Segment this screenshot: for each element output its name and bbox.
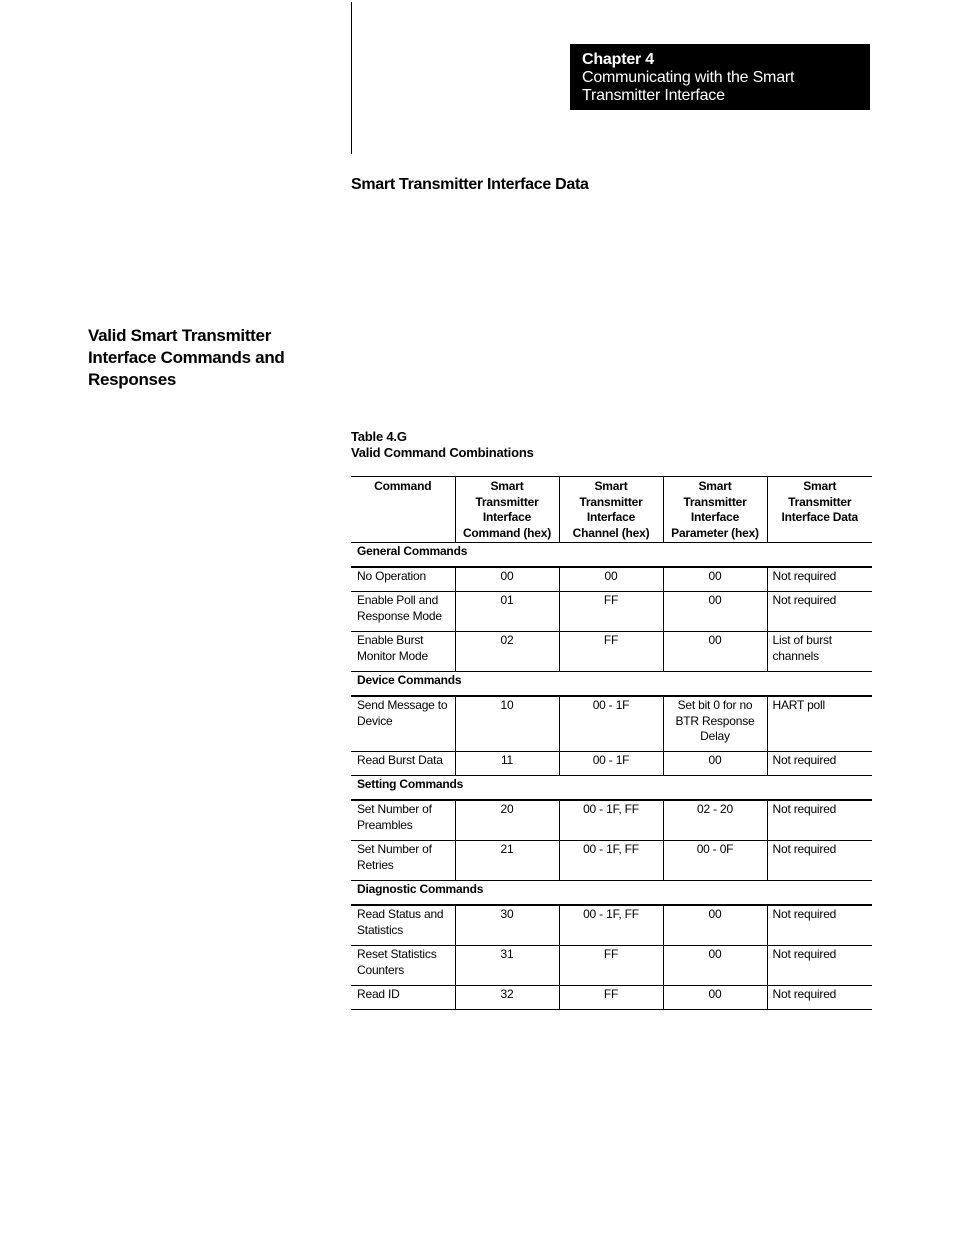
parameter-cell: 00: [663, 946, 767, 986]
column-header-data-label: Smart Transmitter Interface Data: [781, 479, 859, 524]
parameter-cell: 00: [663, 632, 767, 672]
data-cell: Not required: [767, 567, 872, 592]
group-label: Setting Commands: [351, 776, 872, 801]
channel-cell: 00 - 1F, FF: [559, 905, 663, 946]
column-header-parameter-label: Smart Transmitter Interface Parameter (hex): [671, 479, 759, 540]
chapter-title-line-2: Transmitter Interface: [582, 87, 725, 104]
parameter-cell-text: Set bit 0 for no BTR Response Delay: [675, 698, 755, 743]
data-cell: HART poll: [767, 696, 872, 752]
command-hex-cell: 31: [455, 946, 559, 986]
command-hex-cell: 32: [455, 986, 559, 1010]
column-header-command-hex-label: Smart Transmitter Interface Command (hex): [462, 479, 552, 540]
column-header-channel: [559, 477, 663, 543]
chapter-header: [570, 44, 870, 110]
command-cell: Set Number of Preambles: [351, 800, 455, 841]
channel-cell: FF: [559, 986, 663, 1010]
column-header-data: [767, 477, 872, 543]
channel-cell: 00 - 1F: [559, 696, 663, 752]
channel-cell: 00 - 1F, FF: [559, 841, 663, 881]
command-cell: Read Burst Data: [351, 752, 455, 776]
command-hex-cell: 00: [455, 567, 559, 592]
data-cell: Not required: [767, 752, 872, 776]
table-row: [351, 696, 872, 752]
group-label: General Commands: [351, 543, 872, 568]
data-cell: Not required: [767, 905, 872, 946]
parameter-cell: 00: [663, 986, 767, 1010]
table-row: [351, 567, 872, 592]
command-hex-cell: 10: [455, 696, 559, 752]
side-heading-line-1: Valid Smart Transmitter: [88, 326, 272, 345]
parameter-cell: 00: [663, 592, 767, 632]
command-cell: Read ID: [351, 986, 455, 1010]
command-hex-cell: 11: [455, 752, 559, 776]
table-row: [351, 632, 872, 672]
chapter-number: Chapter 4: [582, 51, 654, 68]
side-heading-line-2: Interface Commands and: [88, 348, 285, 367]
command-hex-cell: 02: [455, 632, 559, 672]
channel-cell: 00: [559, 567, 663, 592]
column-header-parameter: [663, 477, 767, 543]
command-hex-cell: 30: [455, 905, 559, 946]
parameter-cell: 00: [663, 752, 767, 776]
channel-cell: FF: [559, 946, 663, 986]
table-header-row: [351, 477, 872, 543]
command-cell: Set Number of Retries: [351, 841, 455, 881]
table-row: [351, 905, 872, 946]
command-cell: Enable Poll and Response Mode: [351, 592, 455, 632]
table-row: [351, 592, 872, 632]
group-row: [351, 881, 872, 906]
data-cell: Not required: [767, 592, 872, 632]
channel-cell: FF: [559, 632, 663, 672]
command-cell: Enable Burst Monitor Mode: [351, 632, 455, 672]
parameter-cell: 00: [663, 905, 767, 946]
channel-cell: FF: [559, 592, 663, 632]
table-row: [351, 946, 872, 986]
parameter-cell: 00: [663, 567, 767, 592]
channel-cell: 00 - 1F: [559, 752, 663, 776]
command-cell: No Operation: [351, 567, 455, 592]
table-caption: [351, 429, 534, 461]
chapter-title-line-1: Communicating with the Smart: [582, 69, 795, 86]
command-hex-cell: 20: [455, 800, 559, 841]
table-title: Valid Command Combinations: [351, 445, 534, 460]
table-row: [351, 986, 872, 1010]
table-row: [351, 752, 872, 776]
data-cell: Not required: [767, 986, 872, 1010]
column-header-channel-label: Smart Transmitter Interface Channel (hex): [572, 479, 650, 540]
command-hex-cell: 21: [455, 841, 559, 881]
command-cell: Send Message to Device: [351, 696, 455, 752]
group-label: Device Commands: [351, 672, 872, 697]
table-number: Table 4.G: [351, 429, 407, 444]
margin-rule: [351, 2, 352, 154]
data-cell: Not required: [767, 946, 872, 986]
side-heading-line-3: Responses: [88, 370, 177, 389]
command-hex-cell: 01: [455, 592, 559, 632]
group-row: [351, 672, 872, 697]
parameter-cell: [663, 696, 767, 752]
column-header-command-hex: [455, 477, 559, 543]
group-label: Diagnostic Commands: [351, 881, 872, 906]
command-cell: Read Status and Statistics: [351, 905, 455, 946]
command-table: [351, 476, 872, 1010]
data-cell: Not required: [767, 800, 872, 841]
column-header-command: Command: [351, 477, 455, 543]
parameter-cell: 02 - 20: [663, 800, 767, 841]
data-cell: List of burst channels: [767, 632, 872, 672]
group-row: [351, 543, 872, 568]
table-row: [351, 800, 872, 841]
side-heading: [88, 325, 318, 391]
parameter-cell: 00 - 0F: [663, 841, 767, 881]
section-title: Smart Transmitter Interface Data: [351, 176, 589, 193]
table-row: [351, 841, 872, 881]
channel-cell: 00 - 1F, FF: [559, 800, 663, 841]
group-row: [351, 776, 872, 801]
data-cell: Not required: [767, 841, 872, 881]
command-cell: Reset Statistics Counters: [351, 946, 455, 986]
